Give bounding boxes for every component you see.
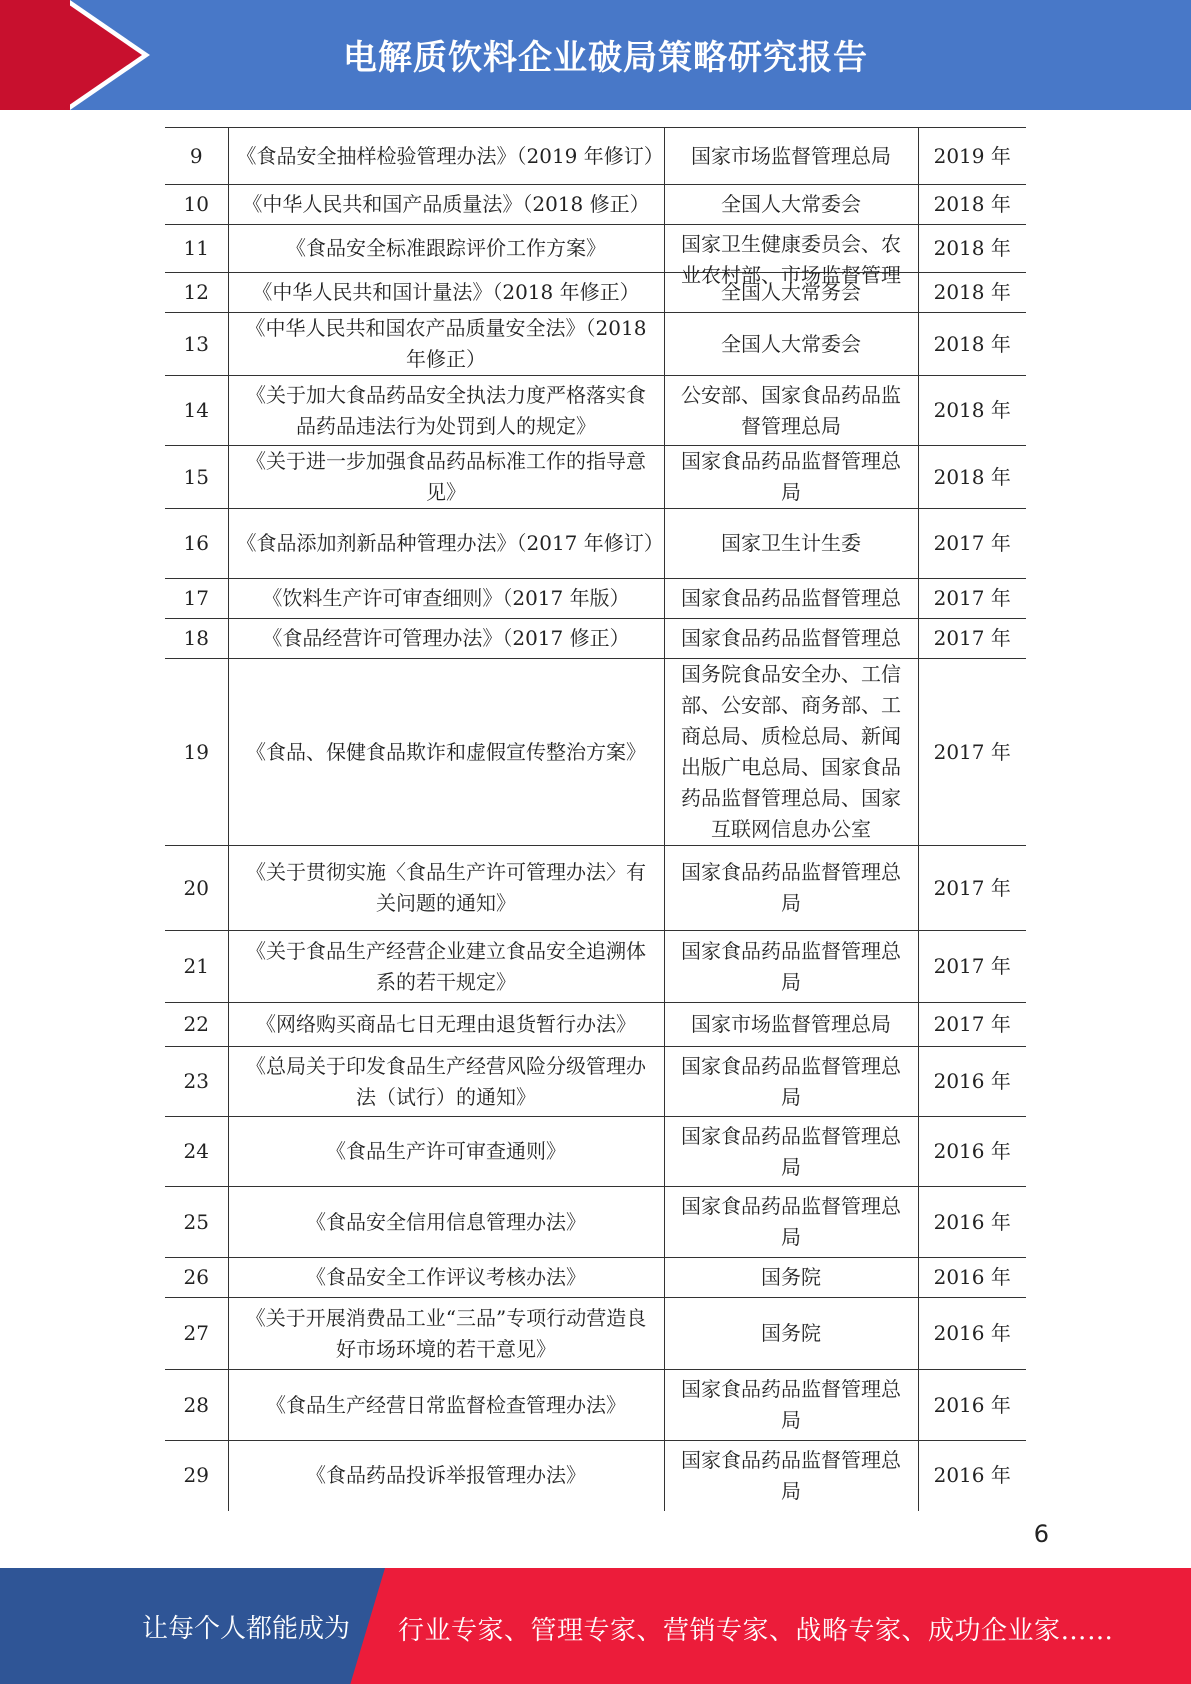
table-row: [165, 185, 1026, 225]
issue-year: 2016 年: [918, 1441, 1026, 1511]
issuing-department: 国家食品药品监督管理总局: [664, 1117, 918, 1187]
table-row: [165, 1370, 1026, 1441]
row-number: 23: [165, 1047, 228, 1117]
issuing-department-text: 国家食品药品监督管理总: [681, 626, 901, 650]
regulation-name: 《饮料生产许可审查细则》（2017 年版）: [228, 579, 664, 619]
issuing-department: 国务院: [664, 1258, 918, 1298]
policy-table: [165, 127, 1026, 1511]
issue-year: 2019 年: [918, 128, 1026, 185]
issue-year: 2017 年: [918, 619, 1026, 659]
regulation-name: 《关于开展消费品工业“三品”专项行动营造良好市场环境的若干意见》: [228, 1298, 664, 1370]
table-row: [165, 846, 1026, 931]
issue-year: 2017 年: [918, 846, 1026, 931]
row-number: 12: [165, 273, 228, 313]
table-row: [165, 1187, 1026, 1258]
report-title: 电解质饮料企业破局策略研究报告: [343, 38, 868, 78]
table-row: [165, 1298, 1026, 1370]
issuing-department: 国务院: [664, 1298, 918, 1370]
issue-year: 2017 年: [918, 659, 1026, 846]
table-row: [165, 376, 1026, 446]
row-number: 19: [165, 659, 228, 846]
issue-year: 2017 年: [918, 1003, 1026, 1047]
issuing-department: 国家食品药品监督管理总局: [664, 1441, 918, 1511]
regulation-name: 《食品添加剂新品种管理办法》（2017 年修订）: [228, 509, 664, 579]
issuing-department: 国家食品药品监督管理总局: [664, 1187, 918, 1258]
issue-year: 2018 年: [918, 376, 1026, 446]
footer-slogan-left: 让每个人都能成为: [142, 1614, 351, 1644]
issuing-department-text: 国家卫生健康委员会、农业农村部、市场监督管理: [681, 231, 901, 287]
regulation-name: 《中华人民共和国农产品质量安全法》（2018 年修正）: [228, 313, 664, 376]
regulation-name: 《食品安全工作评议考核办法》: [228, 1258, 664, 1298]
table-row: [165, 509, 1026, 579]
regulation-name: 《关于加大食品药品安全执法力度严格落实食品药品违法行为处罚到人的规定》: [228, 376, 664, 446]
issuing-department: 国家食品药品监督管理总局: [664, 1047, 918, 1117]
table-row: [165, 659, 1026, 846]
issuing-department: 国家卫生计生委: [664, 509, 918, 579]
issuing-department: [664, 619, 918, 659]
regulation-name: 《总局关于印发食品生产经营风险分级管理办法（试行）的通知》: [228, 1047, 664, 1117]
regulation-name: 《网络购买商品七日无理由退货暂行办法》: [228, 1003, 664, 1047]
issue-year: 2016 年: [918, 1047, 1026, 1117]
row-number: 13: [165, 313, 228, 376]
row-number: 15: [165, 446, 228, 509]
table-row: [165, 619, 1026, 659]
regulation-name: 《食品安全抽样检验管理办法》（2019 年修订）: [228, 128, 664, 185]
row-number: 10: [165, 185, 228, 225]
page-footer: [0, 1568, 1191, 1684]
issue-year: 2016 年: [918, 1370, 1026, 1441]
row-number: 14: [165, 376, 228, 446]
issuing-department: 国家市场监督管理总局: [664, 1003, 918, 1047]
page-header: [0, 0, 1191, 110]
issuing-department: 国家食品药品监督管理总局: [664, 846, 918, 931]
table-row: [165, 128, 1026, 185]
issue-year: 2016 年: [918, 1258, 1026, 1298]
row-number: 17: [165, 579, 228, 619]
regulation-name: 《中华人民共和国计量法》（2018 年修正）: [228, 273, 664, 313]
row-number: 20: [165, 846, 228, 931]
issue-year: 2016 年: [918, 1298, 1026, 1370]
regulation-name: 《食品经营许可管理办法》（2017 修正）: [228, 619, 664, 659]
page-number: 6: [1033, 1520, 1049, 1548]
table-row: [165, 931, 1026, 1003]
issuing-department: 全国人大常务会: [664, 273, 918, 313]
issuing-department: 国家食品药品监督管理总局: [664, 1370, 918, 1441]
row-number: 28: [165, 1370, 228, 1441]
issue-year: 2018 年: [918, 313, 1026, 376]
table-row: [165, 1003, 1026, 1047]
row-number: 27: [165, 1298, 228, 1370]
row-number: 25: [165, 1187, 228, 1258]
issuing-department: 国务院食品安全办、工信部、公安部、商务部、工商总局、质检总局、新闻出版广电总局、国家食品药品监督管理总局、国家互联网信息办公室: [664, 659, 918, 846]
row-number: 21: [165, 931, 228, 1003]
issuing-department: [664, 225, 918, 287]
regulation-name: 《食品生产许可审查通则》: [228, 1117, 664, 1187]
issuing-department: [664, 579, 918, 619]
issue-year: 2018 年: [918, 185, 1026, 225]
regulation-name: 《食品安全信用信息管理办法》: [228, 1187, 664, 1258]
table-row: [165, 1117, 1026, 1187]
regulation-name: 《中华人民共和国产品质量法》（2018 修正）: [228, 185, 664, 225]
regulation-name: 《食品生产经营日常监督检查管理办法》: [228, 1370, 664, 1441]
issue-year: 2017 年: [918, 579, 1026, 619]
regulation-name: 《关于贯彻实施〈食品生产许可管理办法〉有关问题的通知》: [228, 846, 664, 931]
issue-year: 2017 年: [918, 931, 1026, 1003]
issue-year: 2017 年: [918, 509, 1026, 579]
row-number: 11: [165, 225, 228, 273]
issue-year: 2018 年: [918, 225, 1026, 273]
regulation-name: 《关于食品生产经营企业建立食品安全追溯体系的若干规定》: [228, 931, 664, 1003]
table-row: [165, 579, 1026, 619]
issue-year: 2018 年: [918, 446, 1026, 509]
table-row: [165, 1441, 1026, 1511]
row-number: 24: [165, 1117, 228, 1187]
row-number: 29: [165, 1441, 228, 1511]
row-number: 9: [165, 128, 228, 185]
row-number: 26: [165, 1258, 228, 1298]
regulation-name: 《关于进一步加强食品药品标准工作的指导意见》: [228, 446, 664, 509]
regulation-name: 《食品、保健食品欺诈和虚假宣传整治方案》: [228, 659, 664, 846]
table-row: [165, 313, 1026, 376]
row-number: 18: [165, 619, 228, 659]
row-number: 16: [165, 509, 228, 579]
footer-slogan-right: 行业专家、管理专家、营销专家、战略专家、成功企业家……: [398, 1616, 1114, 1646]
issuing-department: 公安部、国家食品药品监督管理总局: [664, 376, 918, 446]
issuing-department: 国家市场监督管理总局: [664, 128, 918, 185]
issuing-department: 国家食品药品监督管理总局: [664, 446, 918, 509]
table-row: [165, 225, 1026, 273]
row-number: 22: [165, 1003, 228, 1047]
issuing-department-text: 国家食品药品监督管理总: [681, 586, 901, 610]
issuing-department: 国家食品药品监督管理总局: [664, 931, 918, 1003]
regulation-name: 《食品药品投诉举报管理办法》: [228, 1441, 664, 1511]
regulation-name: 《食品安全标准跟踪评价工作方案》: [228, 225, 664, 273]
table-row: [165, 446, 1026, 509]
table-row: [165, 1258, 1026, 1298]
issuing-department: 全国人大常委会: [664, 313, 918, 376]
table-row: [165, 1047, 1026, 1117]
issue-year: 2018 年: [918, 273, 1026, 313]
issue-year: 2016 年: [918, 1117, 1026, 1187]
issue-year: 2016 年: [918, 1187, 1026, 1258]
issuing-department: 全国人大常委会: [664, 185, 918, 225]
